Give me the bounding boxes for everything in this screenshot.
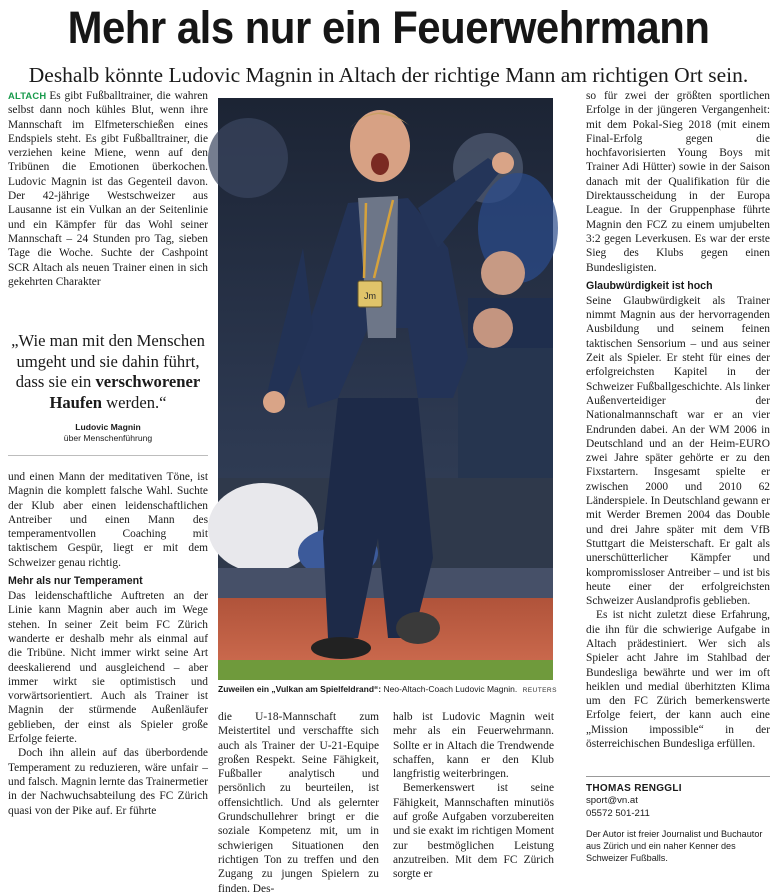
caption-title: Zuweilen ein „Vulkan am Spielfeldrand“: <box>218 684 382 694</box>
photo-caption <box>218 684 557 696</box>
quote-text <box>8 331 208 413</box>
subtitle-temperament: Mehr als nur Temperament <box>8 575 143 588</box>
paragraph: und einen Mann der meditativen Töne, ist Magnin die komplett falsche Wahl. Suchte der Klub aber einen leidenschaftlichen Antreiber und einen Mann des temperamentvollen Coaching mit taktischem Gespür, liegt er mit dem Schweizer genau richtig. <box>8 471 208 569</box>
quote-author: Ludovic Magnin <box>75 422 141 433</box>
column-3-bottom <box>393 710 554 882</box>
author-phone: 05572 501-211 <box>586 807 650 819</box>
author-email[interactable]: sport@vn.at <box>586 795 638 806</box>
author-box <box>586 776 770 864</box>
badge-text: Jm <box>364 291 376 301</box>
quote-role: über Menschenführung <box>63 433 153 444</box>
subheadline: Deshalb könnte Ludovic Magnin in Altach der richtige Mann am richtigen Ort sein. <box>28 63 749 87</box>
caption-credit: REUTERS <box>522 687 557 694</box>
coach-photo <box>218 98 553 680</box>
pull-quote <box>8 331 208 456</box>
column-1-top <box>8 89 208 289</box>
quote-text-end: werden.“ <box>106 392 167 412</box>
paragraph: Es ist nicht zuletzt diese Erfahrung, die ihn für die schwierige Aufgabe in Altach prädestiniert. Wer sich als Spieler acht Jahre im Stahlbad der Bundesliga bewährte und wer im oft heiklen und medial überhitzten Klima um den FC Zürich bemerkenswerte Erfolge feiert, der kann auch eine „Mission impossible“ in der österreichischen Bundesliga erfüllen. <box>586 609 770 751</box>
author-bio: Der Autor ist freier Journalist und Buchautor aus Zürich und ein naher Kenner des Schweizer Fußballs. <box>586 829 763 863</box>
dateline: ALTACH <box>8 90 47 101</box>
paragraph: Seine Glaubwürdigkeit als Trainer nimmt Magnin aus der hervorragenden Ausbildung und seinem feinen taktischen Sensorium – und aus seiner Zeit als Spieler. Er steht für eines der erfolgreichsten Kapitel in der Schweizer Fußballgeschichte. Als linker Außenverteidiger der Nationalmannschaft war er an vier Endrunden dabei. An der WM 2006 in Deutschland und an der Heim-EURO zwei Jahre später gehörte er zu den Fixstartern. Insgesamt spielte er zwischen 2000 und 2010 62 Länderspiele. In Deutschland gewann er mit Werder Bremen 2004 das Double und drei Jahre später mit dem VfB Stuttgart die Meisterschaft. Er galt als unerschütterlicher Kämpfer und kompromissloser Antreiber – und ist bis heute einer der erfolgreichsten Schweizer Auslandprofis geblieben. <box>586 294 770 608</box>
column-4 <box>586 89 770 751</box>
headline: Mehr als nur ein Feuerwehrmann <box>67 2 710 53</box>
column-1-bottom <box>8 470 208 818</box>
paragraph: die U-18-Mannschaft zum Meistertitel und verschaffte sich auch als Trainer der U-21-Equipe großen Respekt. Seine Fähigkeit, Fußballer analytisch und persönlich zu beurteilen, ist offensichtlich. Und als gelernter Grundschullehrer bringt er die soziale Kompetenz mit, um in schwierigen Situationen den richtigen Ton zu treffen und den Zugang zu jungen Spielern zu finden. Des- <box>218 711 379 895</box>
paragraph: Bemerkenswert ist seine Fähigkeit, Mannschaften minutiös auf große Aufgaben vorzubereiten und sie exakt im richtigen Moment zur bestmöglichen Leistung anzutreiben. Mit dem FC Zürich sorgte er <box>393 782 554 881</box>
paragraph: halb ist Ludovic Magnin weit mehr als ein Feuerwehrmann. Sollte er in Altach die Trendwende schaffen, kann er den Klub langfristig weiterbringen. <box>393 711 554 781</box>
column-2-bottom <box>218 710 379 896</box>
photo-illustration <box>218 98 553 680</box>
intro-paragraph: Es gibt Fußballtrainer, die wahren selbst dann noch kühles Blut, wenn ihre Mannschaft im Elfmeterschießen eines Endspiels steht. Es gibt Fußballtrainer, die verziehen keine Miene, wenn auf den Tribünen die Emotionen überkochen. Ludovic Magnin ist das Gegenteil davon. Der 42-jährige Westschweizer aus Lausanne ist ein Vulkan an der Seitenlinie und ein Kämpfer für das Wohl seiner Mannschaft – 24 Stunden pro Tag, sieben Tage die Woche. Suchte der Cashpoint SCR Altach als neuen Trainer einen in sich gekehrten Charakter <box>8 90 208 288</box>
subtitle-credibility: Glaubwürdigkeit ist hoch <box>586 279 713 292</box>
caption-text: Neo-Altach-Coach Ludovic Magnin. <box>383 684 518 694</box>
quote-text-start: „Wie man mit den Menschen umgeht und sie dahin führt, dass sie ein <box>11 331 205 392</box>
author-name: THOMAS RENGGLI <box>586 783 682 794</box>
paragraph: so für zwei der größten sportlichen Erfolge in der jüngeren Vergangenheit: mit dem Pokal-Sieg 2018 (mit einem Final-Erfolg gegen die hochfavorisierten Young Boys mit Trainer Adi Hütter) sowie in der Saison danach mit der Qualifikation für die Direktausscheidung in der Europa League. In der Gruppenphase führte Magnin den FCZ zu einem umjubelten 3:2 gegen Leverkusen. Es war der erste Sieg des Klubs gegen einen Bundesligisten. <box>586 90 770 274</box>
paragraph: Doch ihn allein auf das überbordende Temperament zu reduzieren, wäre unfair – und falsch. Magnin lernte das Trainermetier in der Nachwuchsabteilung des FC Zürich quasi von der Pike auf. Er führte <box>8 747 208 817</box>
paragraph: Das leidenschaftliche Auftreten an der Linie kann Magnin aber auch im Wege stehen. In seiner Zeit beim FC Zürich wanderte er deshalb mehr als einmal auf die Tribüne. Nicht immer wirkt seine Art deeskalierend und ausgleichend – aber immer wirkt sie optimistisch und vorwärtsorientiert. Auch als Trainer ist Magnin der stürmende Außenläufer geblieben, der einst als Spieler große Erfolge feierte. <box>8 590 208 746</box>
quote-text-bold: verschworener Haufen <box>49 372 201 412</box>
